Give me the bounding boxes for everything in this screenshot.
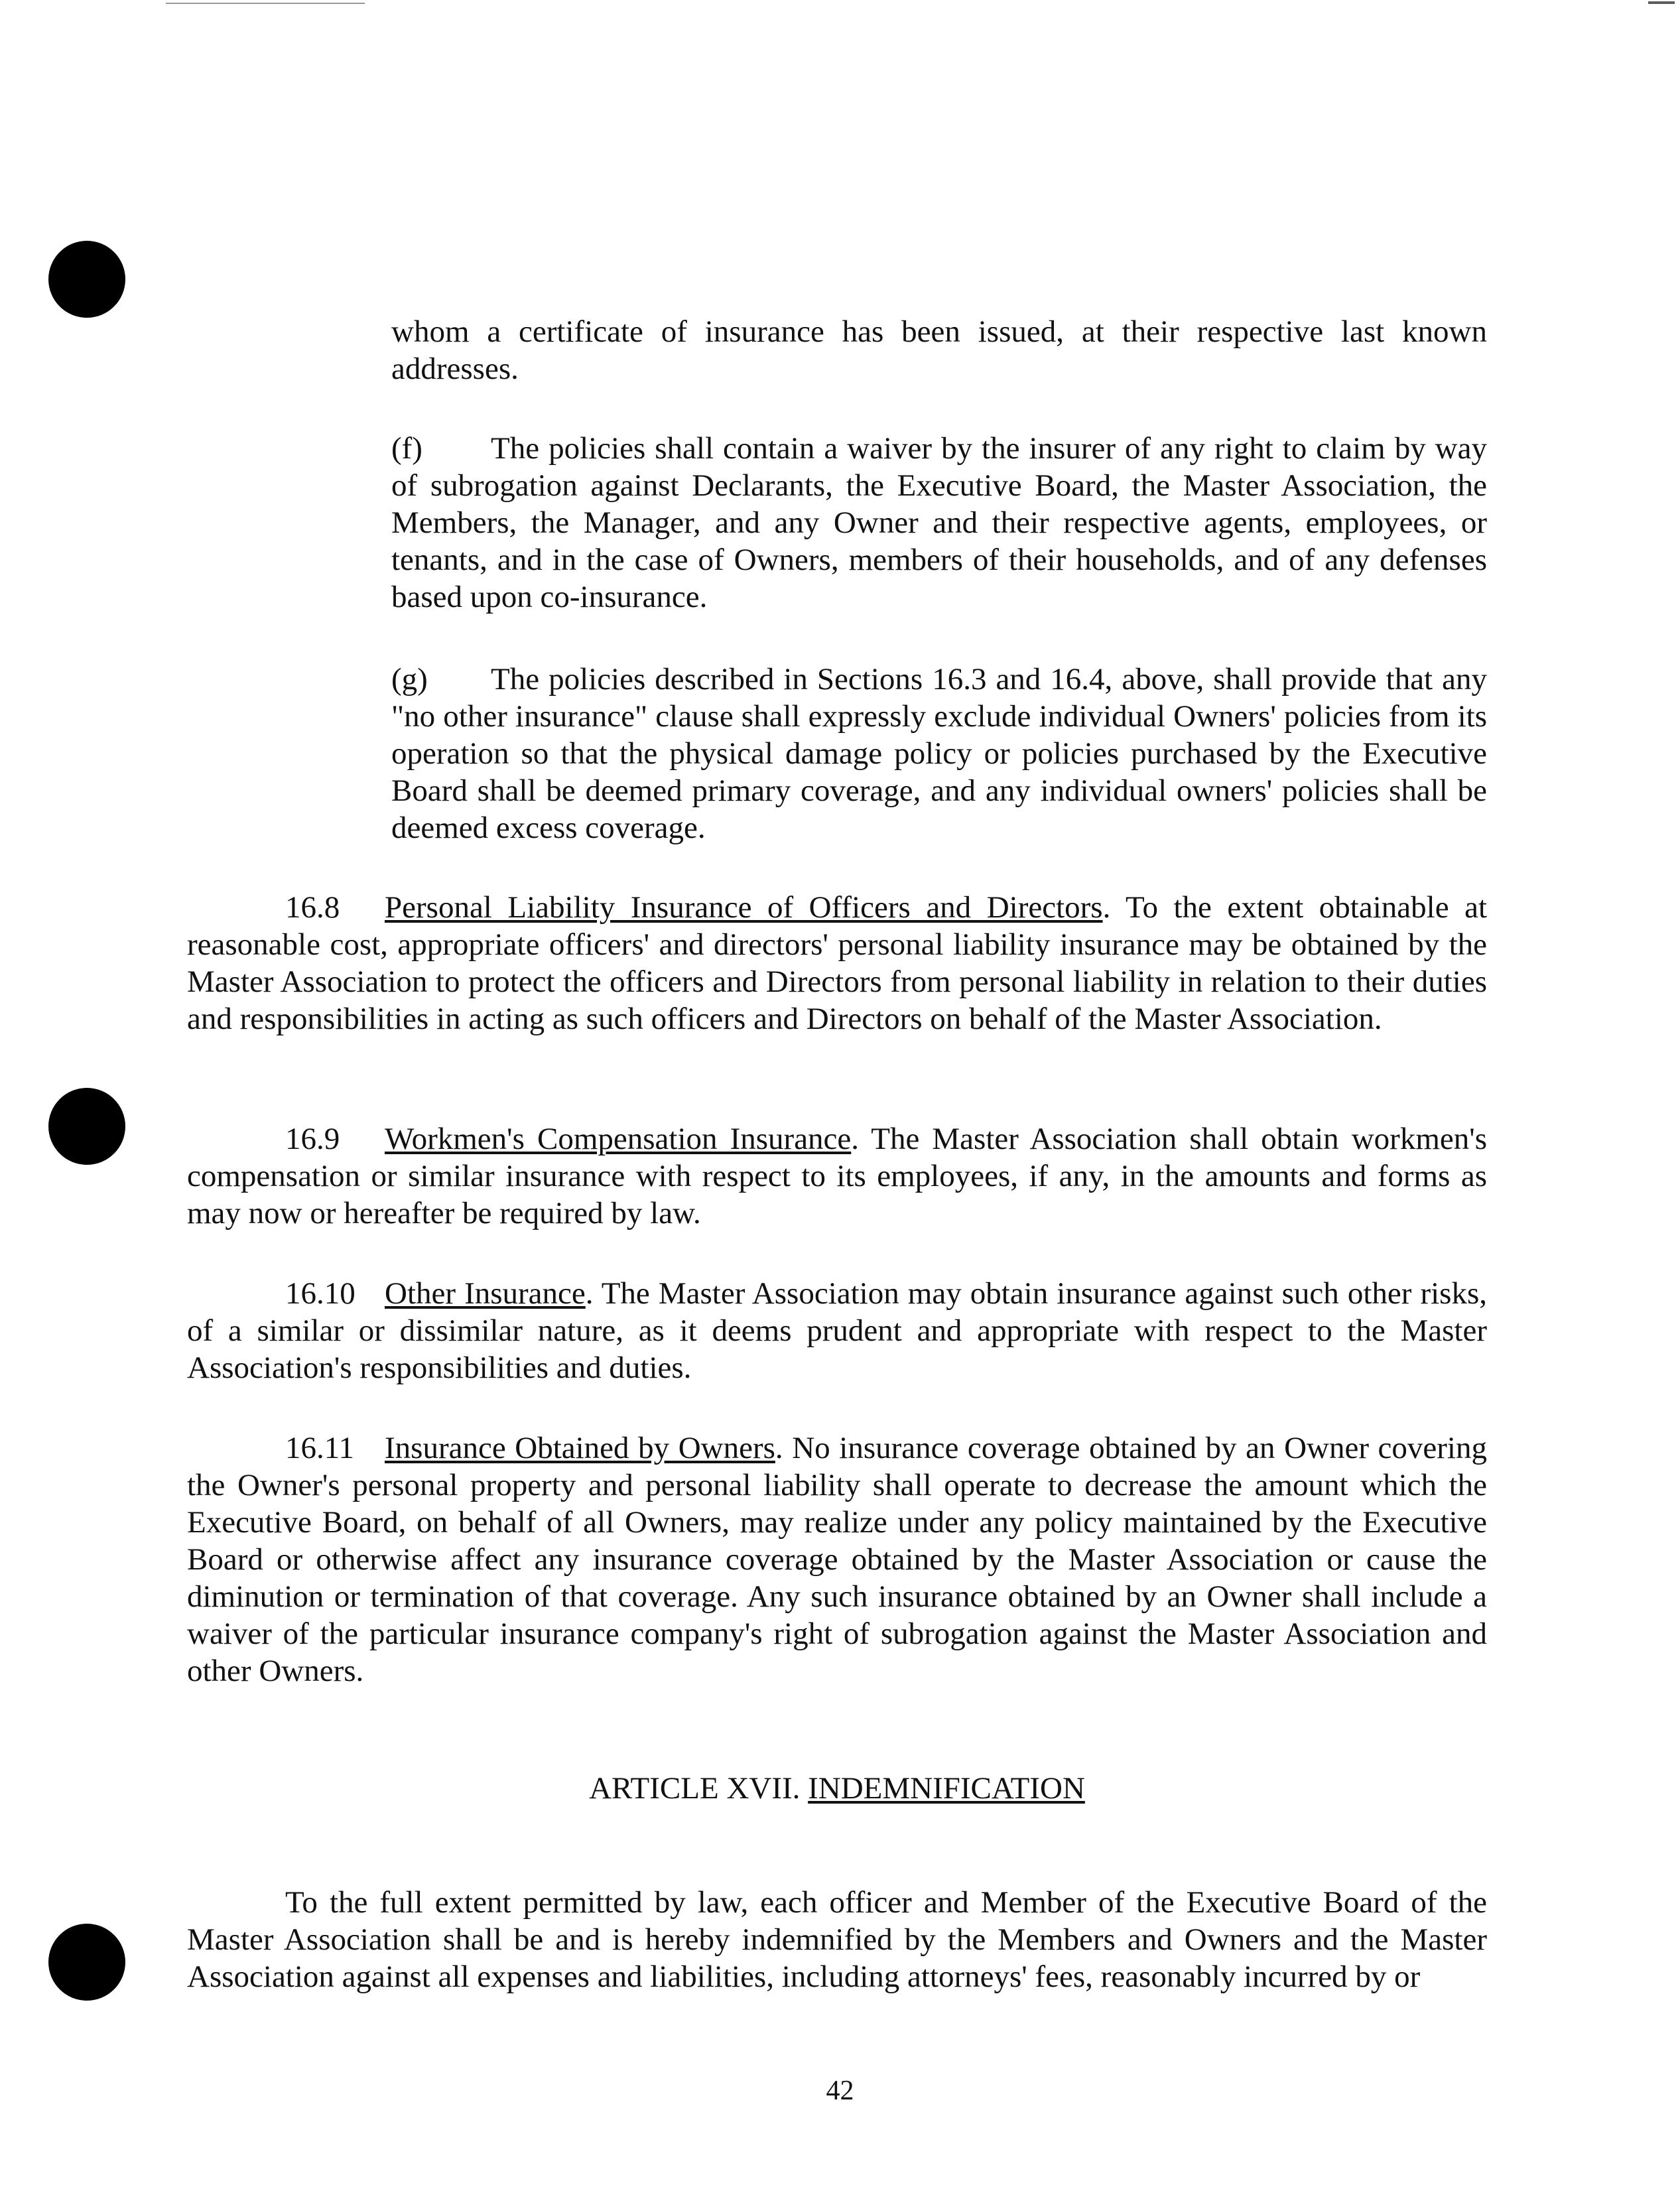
section-text: . To the extent obtainable at reasonable cost, appropriate officers' and directors' personal liability insurance may be obtained by the Master Association to protect the officers and Directors from personal liability in relation to their duties and responsibilities in acting as such officers and Directors on behalf of the Master Association. — [187, 890, 1488, 1036]
binder-hole-icon — [48, 1924, 125, 2001]
scan-artifact-top-line — [166, 3, 365, 4]
section-16-8 — [187, 889, 1487, 1037]
section-heading: Insurance Obtained by Owners — [385, 1431, 775, 1465]
subsection-text: The policies shall contain a waiver by the insurer of any right to claim by way of subrogation against Declarants, the Executive Board, the Master Association, the Members, the Manager, and any Owner and their respective agents, employees, or tenants, and in the case of Owners, members of their households, and of any defenses based upon co-insurance. — [391, 431, 1487, 614]
section-number: 16.10 — [285, 1276, 355, 1311]
subsection-text: The policies described in Sections 16.3 and 16.4, above, shall provide that any "no other insurance" clause shall expressly exclude individual Owners' policies from its operation so that the physical damage policy or policies purchased by the Executive Board shall be deemed primary coverage, and any individual owners' policies shall be deemed excess coverage. — [391, 662, 1487, 845]
section-heading: Workmen's Compensation Insurance — [385, 1122, 852, 1156]
section-text: . The Master Association shall obtain workmen's compensation or similar insurance with respect to its employees, if any, in the amounts and forms as may now or hereafter be required by law. — [187, 1122, 1488, 1230]
section-number: 16.11 — [285, 1431, 355, 1465]
article-heading — [187, 1770, 1487, 1807]
article-prefix: ARTICLE XVII. — [589, 1771, 801, 1806]
subsection-label: (g) — [391, 662, 428, 696]
subsection-g — [391, 661, 1487, 846]
section-number: 16.9 — [285, 1122, 340, 1156]
section-text: . The Master Association may obtain insurance against such other risks, of a similar or dissimilar nature, as it deems prudent and appropriate with respect to the Master Association's responsibilities and duties. — [187, 1276, 1487, 1385]
binder-hole-icon — [48, 241, 125, 318]
continuation-paragraph: whom a certificate of insurance has been issued, at their respective last known addresses. — [391, 314, 1487, 386]
section-16-11 — [187, 1429, 1487, 1690]
subsection-label: (f) — [391, 431, 422, 466]
subsection-f — [391, 430, 1487, 616]
section-text: . No insurance coverage obtained by an Owner covering the Owner's personal property and personal liability shall operate to decrease the amount which the Executive Board, on behalf of all Owners, may realize under any policy maintained by the Executive Board or otherwise affect any insurance coverage obtained by the Master Association or cause the diminution or termination of that coverage. Any such insurance obtained by an Owner shall include a waiver of the particular insurance company's right of subrogation against the Master Association and other Owners. — [187, 1431, 1487, 1688]
section-16-9 — [187, 1120, 1487, 1232]
section-16-10 — [187, 1275, 1487, 1386]
section-heading: Personal Liability Insurance of Officers and Directors — [385, 890, 1103, 925]
scan-artifact-corner-mark — [1648, 1, 1675, 4]
binder-hole-icon — [48, 1088, 125, 1165]
section-heading: Other Insurance — [385, 1276, 586, 1311]
section-number: 16.8 — [285, 890, 340, 925]
article-paragraph: To the full extent permitted by law, each officer and Member of the Executive Board of the Master Association shall be and is hereby indemnified by the Members and Owners and the Master Association against all expenses and liabilities, including attorneys' fees, reasonably incurred by or — [187, 1885, 1487, 1994]
page-number: 42 — [826, 2076, 854, 2106]
article-title: INDEMNIFICATION — [808, 1771, 1085, 1806]
